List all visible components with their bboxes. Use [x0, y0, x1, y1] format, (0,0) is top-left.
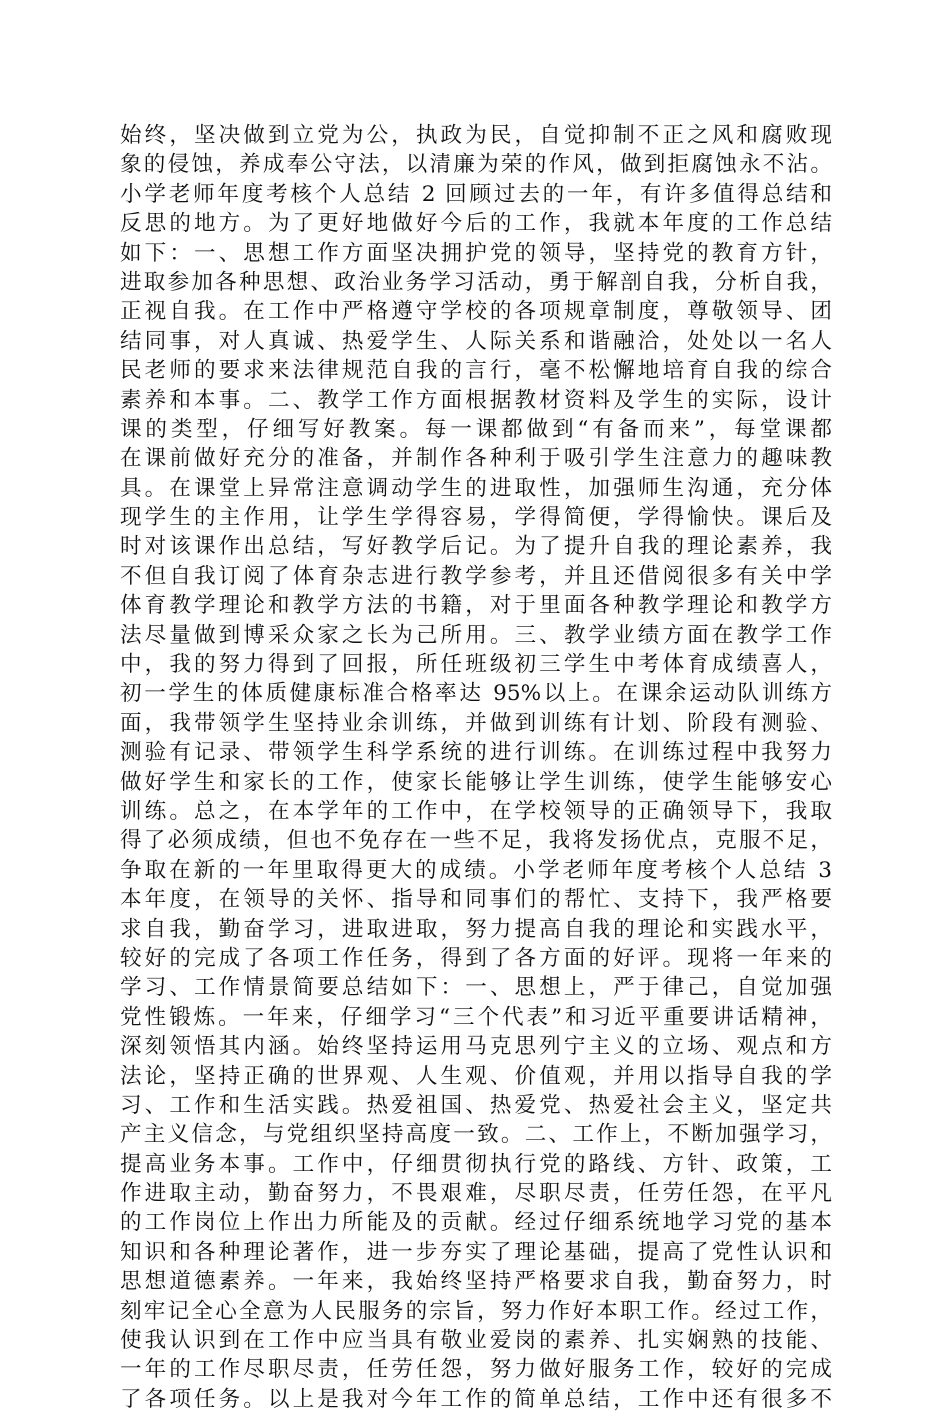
text-line: 争取在新的一年里取得更大的成绩。小学老师年度考核个人总结 3: [120, 857, 832, 883]
text-line: 学习、工作情景简要总结如下：一、思想上，严于律己，自觉加强: [120, 975, 832, 1001]
text-line: 一年的工作尽职尽责，任劳任怨，努力做好服务工作，较好的完成: [120, 1357, 832, 1383]
text-line: 得了必须成绩，但也不免存在一些不足，我将发扬优点，克服不足，: [120, 828, 832, 854]
text-line: 思想道德素养。一年来，我始终坚持严格要求自我，勤奋努力，时: [120, 1269, 832, 1295]
text-line: 产主义信念，与党组织坚持高度一致。二、工作上，不断加强学习，: [120, 1122, 832, 1148]
text-line: 法论，坚持正确的世界观、人生观、价值观，并用以指导自我的学: [120, 1063, 832, 1089]
text-line: 反思的地方。为了更好地做好今后的工作，我就本年度的工作总结: [120, 211, 832, 237]
text-line: 不但自我订阅了体育杂志进行教学参考，并且还借阅很多有关中学: [120, 563, 832, 589]
text-line: 作进取主动，勤奋努力，不畏艰难，尽职尽责，任劳任怨，在平凡: [120, 1181, 832, 1207]
text-line: 习、工作和生活实践。热爱祖国、热爱党、热爱社会主义，坚定共: [120, 1092, 832, 1118]
text-line: 具。在课堂上异常注意调动学生的进取性，加强师生沟通，充分体: [120, 475, 832, 501]
text-line: 民老师的要求来法律规范自我的言行，毫不松懈地培育自我的综合: [120, 358, 832, 384]
text-line: 训练。总之，在本学年的工作中，在学校领导的正确领导下，我取: [120, 798, 832, 824]
text-line: 较好的完成了各项工作任务，得到了各方面的好评。现将一年来的: [120, 945, 832, 971]
text-line: 初一学生的体质健康标准合格率达 95%以上。在课余运动队训练方: [120, 681, 832, 707]
text-line: 体育教学理论和教学方法的书籍，对于里面各种教学理论和教学方: [120, 593, 832, 619]
text-line: 素养和本事。二、教学工作方面根据教材资料及学生的实际，设计: [120, 387, 832, 413]
text-line: 知识和各种理论著作，进一步夯实了理论基础，提高了党性认识和: [120, 1239, 832, 1265]
text-line: 提高业务本事。工作中，仔细贯彻执行党的路线、方针、政策，工: [120, 1151, 832, 1177]
text-line: 深刻领悟其内涵。始终坚持运用马克思列宁主义的立场、观点和方: [120, 1034, 832, 1060]
text-line: 现学生的主作用，让学生学得容易，学得简便，学得愉快。课后及: [120, 505, 832, 531]
text-line: 结同事，对人真诚、热爱学生、人际关系和谐融洽，处处以一名人: [120, 328, 832, 354]
text-line: 求自我，勤奋学习，进取进取，努力提高自我的理论和实践水平，: [120, 916, 832, 942]
text-line: 象的侵蚀，养成奉公守法，以清廉为荣的作风，做到拒腐蚀永不沾。: [120, 152, 832, 178]
text-line: 进取参加各种思想、政治业务学习活动，勇于解剖自我，分析自我，: [120, 269, 832, 295]
text-line: 使我认识到在工作中应当具有敬业爱岗的素养、扎实娴熟的技能、: [120, 1328, 832, 1354]
text-line: 面，我带领学生坚持业余训练，并做到训练有计划、阶段有测验、: [120, 710, 832, 736]
text-line: 正视自我。在工作中严格遵守学校的各项规章制度，尊敬领导、团: [120, 299, 832, 325]
text-line: 做好学生和家长的工作，使家长能够让学生训练，使学生能够安心: [120, 769, 832, 795]
text-line: 如下：一、思想工作方面坚决拥护党的领导，坚持党的教育方针，: [120, 240, 832, 266]
text-line: 小学老师年度考核个人总结 2 回顾过去的一年，有许多值得总结和: [120, 181, 832, 207]
text-line: 课的类型，仔细写好教案。每一课都做到“有备而来”，每堂课都: [120, 416, 832, 442]
text-line: 在课前做好充分的准备，并制作各种利于吸引学生注意力的趣味教: [120, 446, 832, 472]
body-text: [120, 121, 832, 1414]
text-line: 本年度，在领导的关怀、指导和同事们的帮忙、支持下，我严格要: [120, 887, 832, 913]
text-line: 的工作岗位上作出力所能及的贡献。经过仔细系统地学习党的基本: [120, 1210, 832, 1236]
text-line: 始终，坚决做到立党为公，执政为民，自觉抑制不正之风和腐败现: [120, 123, 832, 148]
text-line: 法尽量做到博采众家之长为己所用。三、教学业绩方面在教学工作: [120, 622, 832, 648]
text-line: 中，我的努力得到了回报，所任班级初三学生中考体育成绩喜人，: [120, 652, 832, 678]
text-line: 刻牢记全心全意为人民服务的宗旨，努力作好本职工作。经过工作，: [120, 1298, 832, 1324]
text-line: 党性锻炼。一年来，仔细学习“三个代表”和习近平重要讲话精神，: [120, 1004, 832, 1030]
text-line: 时对该课作出总结，写好教学后记。为了提升自我的理论素养，我: [120, 534, 832, 560]
text-line: 测验有记录、带领学生科学系统的进行训练。在训练过程中我努力: [120, 740, 832, 766]
text-line: 了各项任务。以上是我对今年工作的简单总结，工作中还有很多不: [120, 1386, 832, 1412]
